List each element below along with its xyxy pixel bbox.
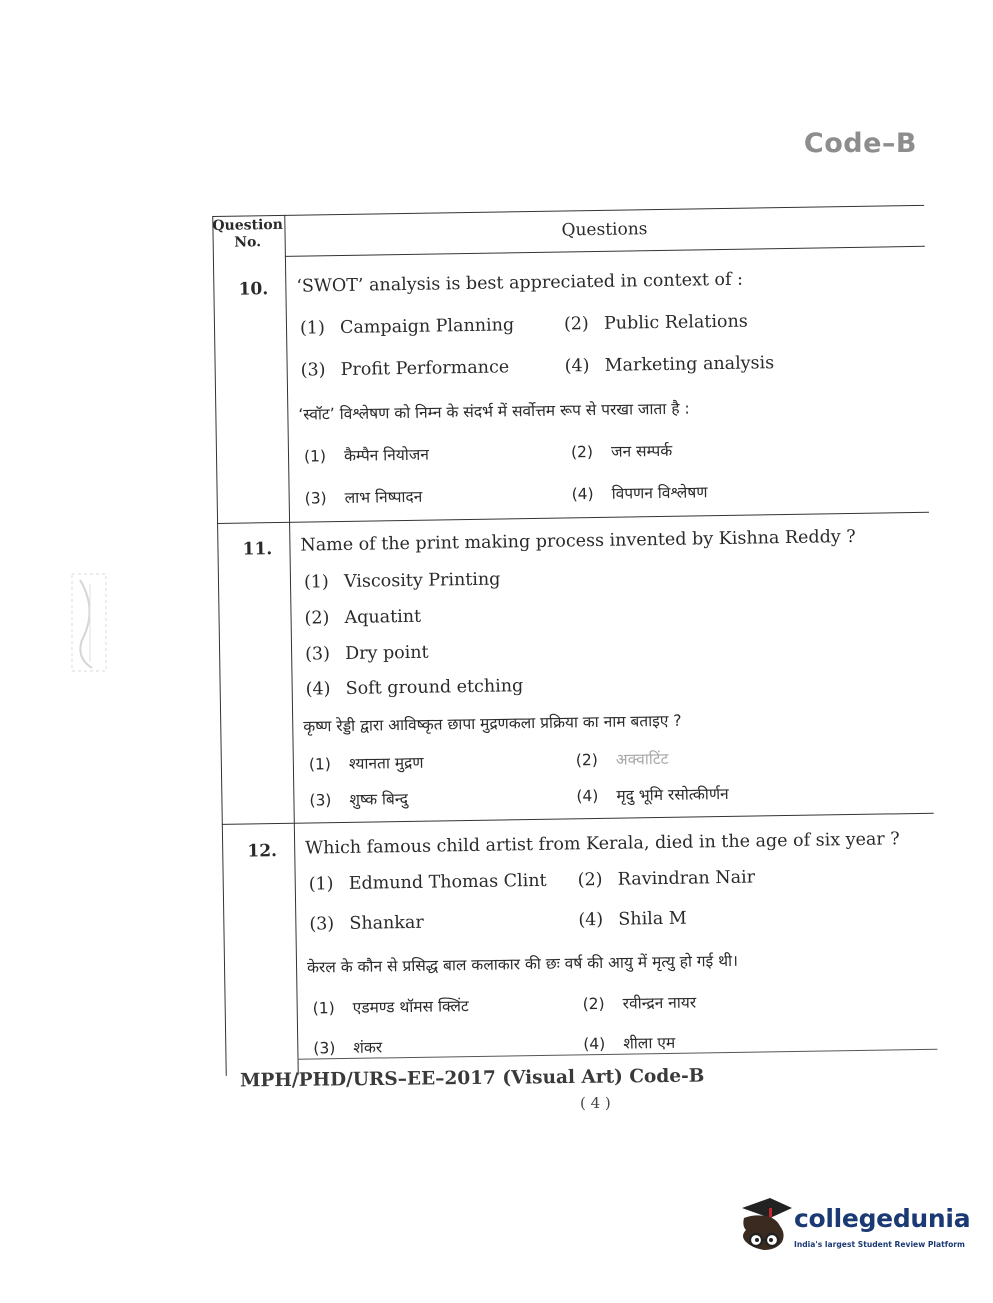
question-text-en: ‘SWOT’ analysis is best appreciated in context of : [296,269,744,297]
brand-tagline: India's largest Student Review Platform [794,1240,965,1249]
question-number: 11. [242,539,273,560]
option-hi: (3) शंकर [313,1038,383,1058]
option-en: (1) Edmund Thomas Clint [308,870,547,895]
option-en: (1) Viscosity Printing [303,569,501,593]
option-en: (1) Campaign Planning [299,315,515,339]
question-text-en: Name of the print making process invented by Kishna Reddy ? [300,526,856,556]
mascot-icon [736,1196,794,1258]
questions-header: Questions [561,219,648,241]
option-hi: (2) अक्वाटिंट [575,749,669,770]
table-left-border [212,216,227,1076]
option-hi: (3) शुष्क बिन्दु [309,789,408,810]
option-hi: (4) विपणन विश्लेषण [571,483,708,504]
option-en: (2) Public Relations [563,311,748,335]
option-hi: (2) जन सम्पर्क [570,441,673,462]
question-table [212,189,938,1075]
brand-name: collegedunia [794,1204,971,1233]
option-en: (2) Aquatint [304,606,422,629]
row-divider [217,512,929,524]
side-stamp-mark [68,570,110,675]
row-divider [222,813,934,825]
option-en: (4) Marketing analysis [564,353,775,377]
option-hi: (4) शीला एम [583,1033,676,1054]
option-hi: (4) मृदु भूमि रसोत्कीर्णन [576,784,729,806]
question-text-hi: कृष्ण रेड्डी द्वारा आविष्कृत छापा मुद्रणकला प्रक्रिया का नाम बताइए ? [303,711,682,736]
table-top-rule [212,205,924,217]
table-column-divider [284,215,299,1075]
option-en: (3) Shankar [309,912,424,935]
question-text-hi: केरल के कौन से प्रसिद्ध बाल कलाकार की छः वर्ष की आयु में मृत्यु हो गई थी। [306,951,739,977]
option-hi: (1) एडमण्ड थॉमस क्लिंट [312,997,469,1018]
question-number: 10. [238,279,269,300]
option-hi: (2) रवीन्द्रन नायर [582,993,697,1014]
page-number: ( 4 ) [580,1094,611,1112]
paper-code-footer: MPH/PHD/URS–EE–2017 (Visual Art) Code-B [239,1065,705,1092]
question-number: 12. [247,841,278,862]
option-en: (3) Dry point [304,642,429,665]
question-text-en: Which famous child artist from Kerala, died in the age of six year ? [305,829,900,859]
option-en: (2) Ravindran Nair [577,867,756,891]
option-hi: (1) कैम्पैन नियोजन [303,445,430,466]
code-label: Code–B [803,128,917,159]
option-hi: (3) लाभ निष्पादन [304,487,423,508]
question-number-header: Question No. [212,216,283,251]
option-en: (4) Soft ground etching [305,676,524,700]
collegedunia-logo [736,1196,971,1266]
option-en: (3) Profit Performance [300,357,510,381]
question-text-hi: ‘स्वॉट’ विश्लेषण को निम्न के संदर्भ में सर्वोत्तम रूप से परखा जाता है : [298,399,690,424]
option-en: (4) Shila M [578,908,687,931]
header-rule [285,246,925,257]
option-hi: (1) श्यानता मुद्रण [308,753,424,774]
